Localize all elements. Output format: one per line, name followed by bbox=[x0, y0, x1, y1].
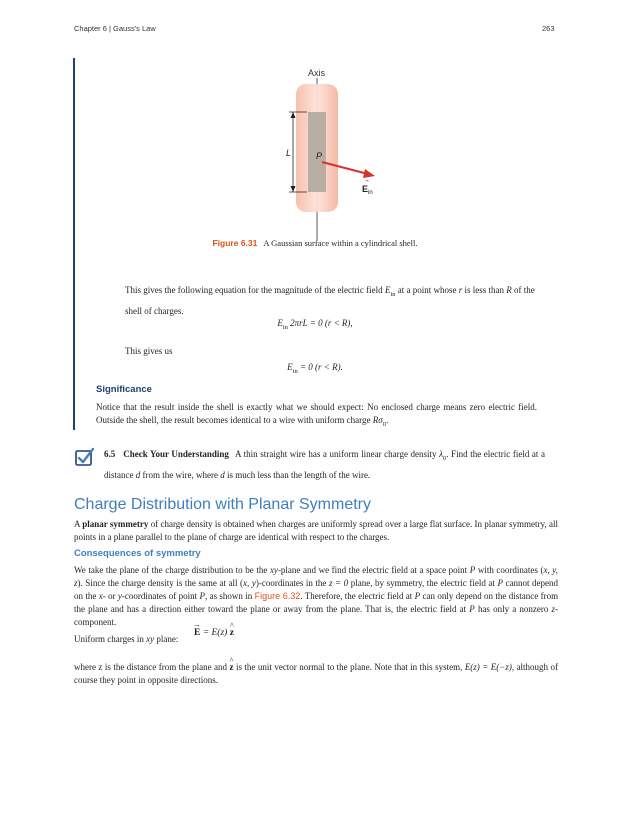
figure-caption-text: A Gaussian surface within a cylindrical shell. bbox=[263, 238, 418, 248]
svg-text:→: → bbox=[363, 176, 370, 184]
figure-6-32-link[interactable]: Figure 6.32 bbox=[254, 591, 301, 601]
paragraph-field-magnitude: This gives the following equation for the magnitude of the electric field $E_{in}$ at a point whose r is less than R of the shell of charges. bbox=[125, 285, 535, 316]
closing-paragraph: where z is the distance from the plane and ^ z is the unit vector normal to the plane. Note that in this system, E(z) = E(−z), although of course they point in opposite directions. bbox=[74, 661, 558, 687]
section-title: Charge Distribution with Planar Symmetry bbox=[74, 496, 371, 513]
length-label: L bbox=[286, 148, 292, 158]
equation-gauss-inside: $E_{in}$ 2πrL = 0 (r < R), bbox=[277, 318, 353, 331]
figure-caption bbox=[0, 238, 630, 248]
check-understanding-text: 6.5 Check Your Understanding A thin straight wire has a uniform linear charge density $\lambda_0$. Find the electric field at a distance d from the wire, where d is much less than the length of the wire. bbox=[104, 449, 545, 480]
consequences-heading: Consequences of symmetry bbox=[74, 548, 201, 559]
figure-axis-label: Axis bbox=[308, 68, 326, 78]
check-understanding-icon bbox=[75, 447, 95, 467]
paragraph-this-gives-us: This gives us bbox=[125, 346, 173, 356]
section-intro: A planar symmetry of charge density is obtained when charges are uniformly spread over a large flat surface. In planar symmetry, all points in a plane parallel to the plane of charge are identical with respect to the charges. bbox=[74, 519, 558, 542]
uniform-charges-equation: → E = E(z) ^ z bbox=[194, 628, 234, 638]
equation-field-inside: $E_{in} = 0$ (r < R). bbox=[287, 362, 343, 375]
point-label: P bbox=[316, 151, 323, 161]
chapter-header: Chapter 6 | Gauss's Law bbox=[74, 24, 156, 33]
page-number: 263 bbox=[542, 24, 555, 33]
significance-heading: Significance bbox=[96, 384, 152, 395]
consequences-paragraph: We take the plane of the charge distribution to be the xy-plane and we find the electric field at a space point P with coordinates (x, y, z). Since the charge density is the same at all (x, y)-coordinates in the z = 0 plane, by symmetry, the electric field at P cannot depend on the x- or y-coordinates of point P, as shown in Figure 6.32. Therefore, the electric field at P can only depend on the distance from the plane and has a direction either toward the plane or away from the plane. That is, the electric field at P has only a nonzero z-component. bbox=[74, 565, 559, 627]
field-label: $E_{in}$ bbox=[362, 184, 373, 196]
uniform-charges-label: Uniform charges in xy plane: bbox=[74, 634, 179, 644]
significance-text: Notice that the result inside the shell is exactly what we should expect: No enclosed charge means zero electric field. Outside the shell, the result becomes identical to a wire with uniform charge $R\sigma_0$. bbox=[96, 402, 537, 428]
figure-number: Figure 6.31 bbox=[212, 238, 258, 248]
gaussian-cylinder-figure bbox=[280, 64, 390, 244]
